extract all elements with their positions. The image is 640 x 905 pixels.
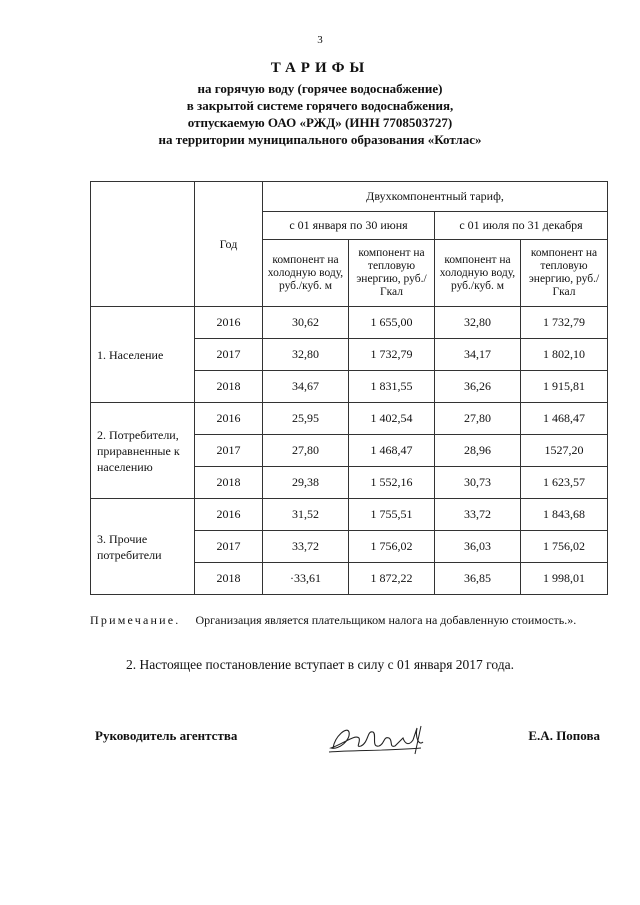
value-cell: 36,03 xyxy=(435,531,521,563)
table-row xyxy=(91,499,608,531)
note-label: Примечание. xyxy=(90,613,181,627)
year-cell: 2017 xyxy=(195,435,263,467)
handwritten-signature xyxy=(325,718,435,758)
note-text: Организация является плательщиком налога на добавленную стоимость.». xyxy=(195,613,577,627)
signer-title: Руководитель агентства xyxy=(95,728,238,743)
table-row xyxy=(91,403,608,435)
year-cell: 2018 xyxy=(195,467,263,499)
value-cell: 1 468,47 xyxy=(521,403,608,435)
value-cell: 27,80 xyxy=(263,435,349,467)
value-cell: 1 655,00 xyxy=(349,307,435,339)
header-component-heat-1: компонент на тепловую энергию, руб./Гкал xyxy=(349,240,435,307)
header-component-cold-1: компонент на холодную воду, руб./куб. м xyxy=(263,240,349,307)
category-cell: 2. Потребители, приравненные к населению xyxy=(91,403,195,499)
value-cell: 33,72 xyxy=(435,499,521,531)
page-number: 3 xyxy=(317,34,323,46)
value-cell: 1 732,79 xyxy=(521,307,608,339)
note xyxy=(90,612,607,628)
value-cell: 1 831,55 xyxy=(349,371,435,403)
value-cell: ·33,61 xyxy=(263,563,349,595)
value-cell: 28,96 xyxy=(435,435,521,467)
value-cell: 1 756,02 xyxy=(349,531,435,563)
header-category-blank xyxy=(91,182,195,307)
title-line-1: на горячую воду (горячее водоснабжение) xyxy=(197,81,443,96)
value-cell: 30,73 xyxy=(435,467,521,499)
header-period-2: с 01 июля по 31 декабря xyxy=(435,212,608,240)
value-cell: 1 756,02 xyxy=(521,531,608,563)
category-cell: 1. Население xyxy=(91,307,195,403)
document-title xyxy=(60,60,580,148)
value-cell: 1 843,68 xyxy=(521,499,608,531)
category-cell: 3. Прочие потребители xyxy=(91,499,195,595)
signature-block xyxy=(95,718,600,758)
value-cell: 1527,20 xyxy=(521,435,608,467)
year-cell: 2017 xyxy=(195,339,263,371)
value-cell: 30,62 xyxy=(263,307,349,339)
header-tariff-group: Двухкомпонентный тариф, xyxy=(263,182,608,212)
header-period-1: с 01 января по 30 июня xyxy=(263,212,435,240)
value-cell: 1 468,47 xyxy=(349,435,435,467)
value-cell: 1 402,54 xyxy=(349,403,435,435)
value-cell: 1 755,51 xyxy=(349,499,435,531)
year-cell: 2017 xyxy=(195,531,263,563)
title-line-2: в закрытой системе горячего водоснабжения, xyxy=(186,98,454,113)
value-cell: 36,26 xyxy=(435,371,521,403)
value-cell: 36,85 xyxy=(435,563,521,595)
value-cell: 31,52 xyxy=(263,499,349,531)
value-cell: 1 552,16 xyxy=(349,467,435,499)
header-year: Год xyxy=(195,182,263,307)
value-cell: 1 623,57 xyxy=(521,467,608,499)
title-main: ТАРИФЫ xyxy=(270,60,370,76)
title-line-3: отпускаемую ОАО «РЖД» (ИНН 7708503727) xyxy=(187,115,453,130)
value-cell: 32,80 xyxy=(435,307,521,339)
value-cell: 1 802,10 xyxy=(521,339,608,371)
value-cell: 1 915,81 xyxy=(521,371,608,403)
table-row xyxy=(91,307,608,339)
header-component-heat-2: компонент на тепловую энергию, руб./Гкал xyxy=(521,240,608,307)
value-cell: 1 998,01 xyxy=(521,563,608,595)
value-cell: 27,80 xyxy=(435,403,521,435)
year-cell: 2018 xyxy=(195,371,263,403)
year-cell: 2016 xyxy=(195,307,263,339)
title-line-4: на территории муниципального образования «Котлас» xyxy=(158,132,482,147)
year-cell: 2018 xyxy=(195,563,263,595)
value-cell: 1 732,79 xyxy=(349,339,435,371)
value-cell: 34,17 xyxy=(435,339,521,371)
year-cell: 2016 xyxy=(195,499,263,531)
signer-name: Е.А. Попова xyxy=(528,728,600,743)
value-cell: 33,72 xyxy=(263,531,349,563)
value-cell: 32,80 xyxy=(263,339,349,371)
effective-clause: 2. Настоящее постановление вступает в силу с 01 января 2017 года. xyxy=(126,657,514,672)
value-cell: 34,67 xyxy=(263,371,349,403)
value-cell: 1 872,22 xyxy=(349,563,435,595)
tariff-table xyxy=(90,181,608,595)
value-cell: 29,38 xyxy=(263,467,349,499)
year-cell: 2016 xyxy=(195,403,263,435)
header-component-cold-2: компонент на холодную воду, руб./куб. м xyxy=(435,240,521,307)
value-cell: 25,95 xyxy=(263,403,349,435)
